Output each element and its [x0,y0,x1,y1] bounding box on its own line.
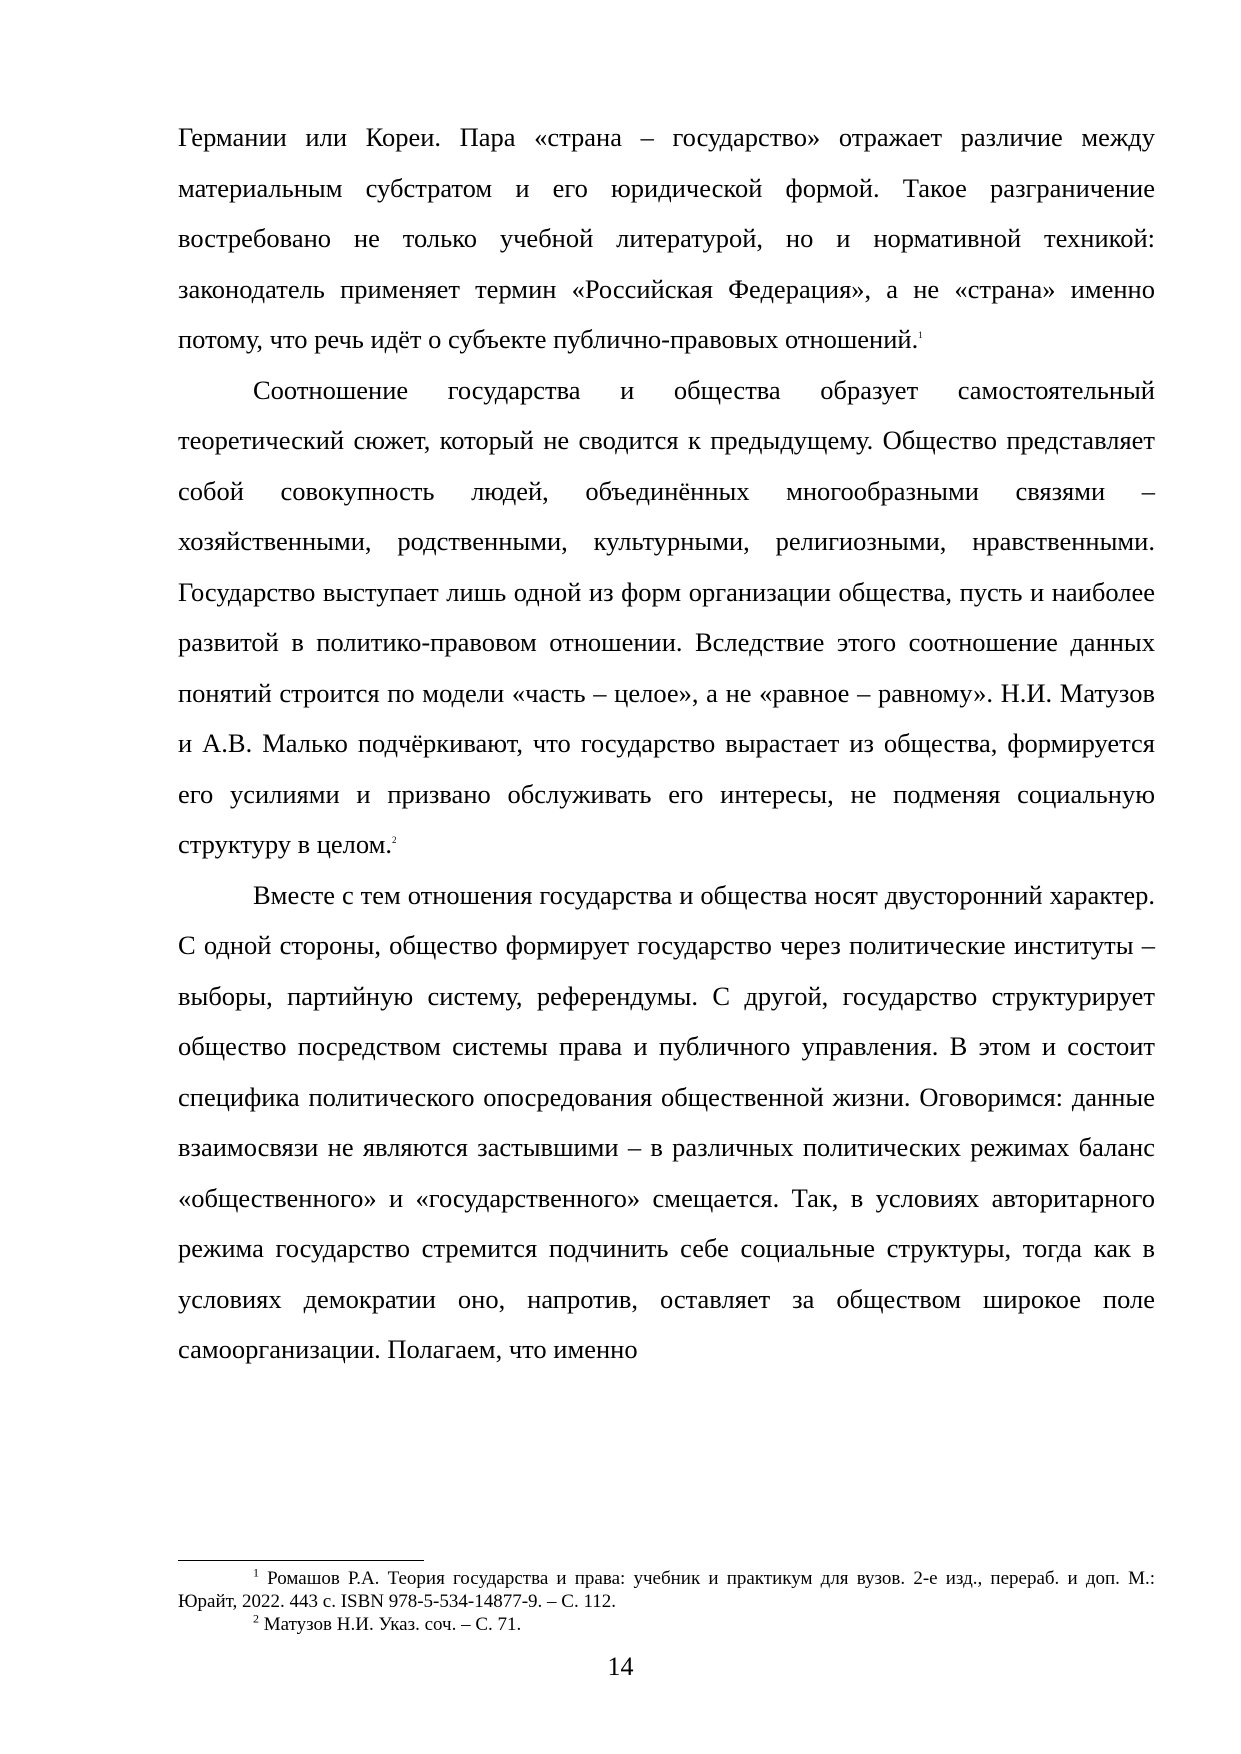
paragraph-text: Германии или Кореи. Пара «страна – государство» отражает различие между материальным субстратом и его юридической формой. Такое разграничение востребовано не только учебной литературой, но и нормативной техникой: законодатель применяет термин «Российская Федерация», а не «страна» именно потому, что речь идёт о субъекте публично-правовых отношений. [178,122,1155,354]
footnote-number: 1 [253,1565,259,1580]
footnote [178,1613,1155,1636]
footnote-text: Матузов Н.И. Указ. соч. – С. 71. [263,1614,522,1635]
paragraph-text: Соотношение государства и общества образует самостоятельный теоретический сюжет, который не сводится к предыдущему. Общество представляет собой совокупность людей, объединённых многообразными связями – хозяйственными, родственными, культурными, религиозными, нравственными. Государство выступает лишь одной из форм организации общества, пусть и наиболее развитой в политико-правовом отношении. Вследствие этого соотношение данных понятий строится по модели «часть – целое», а не «равное – равному». Н.И. Матузов и А.В. Малько подчёркивают, что государство вырастает из общества, формируется его усилиями и призвано обслуживать его интересы, не подменяя социальную структуру в целом. [178,374,1155,859]
paragraph-text: Вместе с тем отношения государства и общества носят двусторонний характер. С одной стороны, общество формирует государство через политические институты – выборы, партийную систему, референдумы. С другой, государство структурирует общество посредством системы права и публичного управления. В этом и состоит специфика политического опосредования общественной жизни. Оговоримся: данные взаимосвязи не являются застывшими – в различных политических режимах баланс «общественного» и «государственного» смещается. Так, в условиях авторитарного режима государство стремится подчинить себе социальные структуры, тогда как в условиях демократии оно, напротив, оставляет за обществом широкое поле самоорганизации. Полагаем, что именно [178,879,1155,1364]
paragraph-state-society [178,365,1155,870]
footnote-reference: 1 [918,330,923,341]
footnote-number: 2 [253,1611,259,1626]
footnote [178,1567,1155,1613]
footnotes [178,1567,1155,1636]
paragraph-continuation [178,112,1155,365]
page-number: 14 [607,1652,634,1681]
paragraph-two-way-relations [178,870,1155,1375]
footnote-text: Ромашов Р.А. Теория государства и права: учебник и практикум для вузов. 2-е изд., перераб. и доп. М.: Юрайт, 2022. 443 с. ISBN 978-5-534-14877-9. – С. 112. [178,1568,1155,1612]
body-text [178,112,1155,1375]
footnote-reference: 2 [392,835,397,846]
footnote-separator [178,1560,424,1561]
